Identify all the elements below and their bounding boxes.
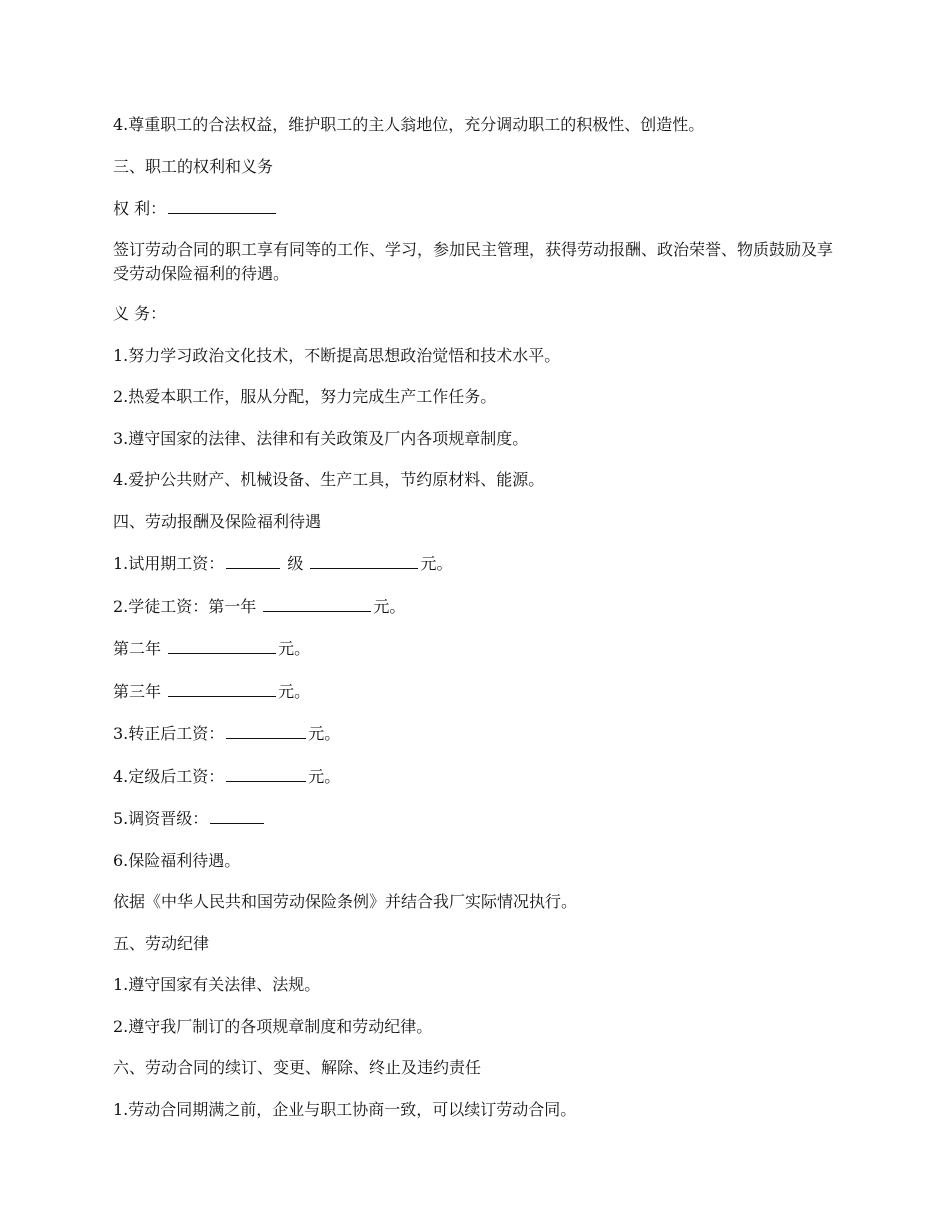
- duties-label: 义 务：: [113, 304, 167, 323]
- duty-item-1: 1.努力学习政治文化技术，不断提高思想政治觉悟和技术水平。: [113, 345, 561, 365]
- wage-item-raise: [113, 805, 843, 832]
- document-body: [113, 112, 843, 1138]
- paragraph-respect-rights: 4.尊重职工的合法权益，维护职工的主人翁地位，充分调动职工的积极性、创造性。: [113, 115, 705, 134]
- yuan-label: 元。: [278, 639, 311, 658]
- graded-wage-label: 4.定级后工资：: [113, 766, 225, 786]
- yuan-label: 元。: [308, 724, 341, 743]
- wage-item-insurance: 6.保险福利待遇。: [113, 850, 241, 870]
- yuan-label: 元。: [373, 596, 406, 616]
- probation-grade-blank[interactable]: [226, 550, 280, 569]
- wage-item-graded: [113, 763, 843, 790]
- section-heading-rights-duties: 三、职工的权利和义务: [113, 156, 274, 176]
- wage-item-apprentice-year1: [113, 593, 843, 620]
- duty-item-2: 2.热爱本职工作，服从分配，努力完成生产工作任务。: [113, 387, 497, 406]
- section-heading-discipline: 五、劳动纪律: [113, 933, 210, 953]
- yuan-label: 元。: [420, 554, 453, 573]
- wage-item-regular: [113, 720, 843, 747]
- raise-label: 5.调资晋级：: [113, 809, 209, 828]
- discipline-item-2: 2.遵守我厂制订的各项规章制度和劳动纪律。: [113, 1016, 433, 1036]
- apprentice-year2-blank[interactable]: [168, 635, 276, 654]
- yuan-label: 元。: [308, 766, 341, 786]
- regular-wage-label: 3.转正后工资：: [113, 724, 225, 743]
- contract-item-1: 1.劳动合同期满之前，企业与职工协商一致，可以续订劳动合同。: [113, 1099, 577, 1119]
- rights-line: [113, 195, 843, 222]
- wage-item-apprentice-year2: [113, 635, 843, 662]
- wage-item-probation: [113, 550, 843, 577]
- regular-wage-blank[interactable]: [226, 720, 306, 739]
- wage-item-apprentice-year3: [113, 678, 843, 705]
- duty-item-3: 3.遵守国家的法律、法律和有关政策及厂内各项规章制度。: [113, 428, 529, 448]
- graded-wage-blank[interactable]: [226, 763, 306, 782]
- rights-blank-field[interactable]: [168, 195, 276, 214]
- yuan-label: 元。: [278, 681, 311, 701]
- section-heading-wages: 四、劳动报酬及保险福利待遇: [113, 511, 322, 531]
- raise-blank[interactable]: [210, 805, 264, 824]
- year3-label: 第三年: [113, 681, 162, 701]
- apprentice-year1-blank[interactable]: [263, 593, 371, 612]
- probation-amount-blank[interactable]: [310, 550, 418, 569]
- duty-item-4: 4.爱护公共财产、机械设备、生产工具，节约原材料、能源。: [113, 470, 545, 489]
- year2-label: 第二年: [113, 639, 162, 658]
- paragraph-rights-text: 签订劳动合同的职工享有同等的工作、学习，参加民主管理，获得劳动报酬、政治荣誉、物质鼓励及享受劳动保险福利的待遇。: [113, 239, 834, 283]
- apprentice-year3-blank[interactable]: [168, 678, 276, 697]
- section-heading-contract-changes: 六、劳动合同的续订、变更、解除、终止及违约责任: [113, 1058, 482, 1077]
- grade-label: 级: [287, 554, 304, 573]
- apprentice-wage-label: 2.学徒工资：第一年: [113, 596, 257, 616]
- probation-wage-label: 1.试用期工资：: [113, 554, 225, 573]
- rights-label: 权 利：: [113, 199, 167, 218]
- discipline-item-1: 1.遵守国家有关法律、法规。: [113, 975, 321, 994]
- paragraph-insurance-basis: 依据《中华人民共和国劳动保险条例》并结合我厂实际情况执行。: [113, 892, 578, 911]
